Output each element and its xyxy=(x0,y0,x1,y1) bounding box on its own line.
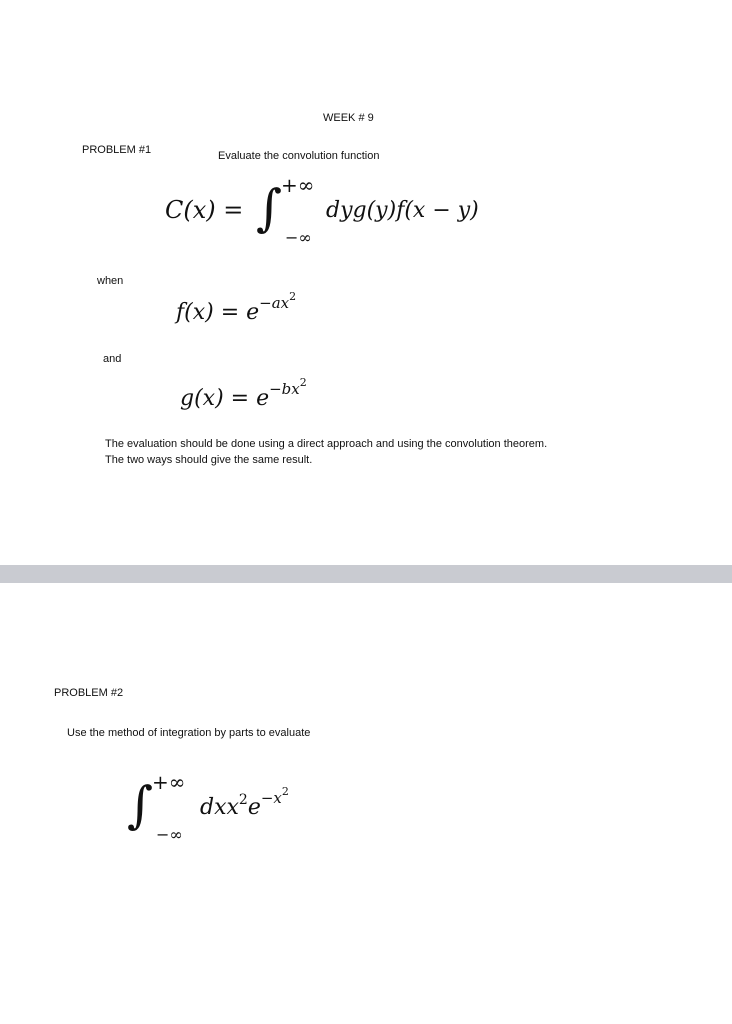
integral-sign-2: ∫ xyxy=(127,776,154,834)
problem-2-label: PROBLEM #2 xyxy=(54,687,124,699)
page-divider xyxy=(0,565,732,583)
note-line-2: The two ways should give the same result. xyxy=(105,454,313,466)
equation-f-lhs: f(x) = e xyxy=(176,300,260,325)
week-heading: WEEK # 9 xyxy=(323,112,374,124)
equation-c-integrand: dyg(y)f(x − y) xyxy=(326,198,479,223)
lower-limit: −∞ xyxy=(285,228,312,247)
upper-limit: +∞ xyxy=(281,173,315,197)
equation-f-exponent-power: 2 xyxy=(289,290,297,303)
lower-limit-2: −∞ xyxy=(156,825,183,844)
upper-limit-2: +∞ xyxy=(152,770,186,794)
integral-sign: ∫ xyxy=(256,179,283,237)
integrand-exponent-power: 2 xyxy=(281,785,289,798)
equation-f xyxy=(176,290,297,325)
integrand-2 xyxy=(200,785,289,820)
problem-2-instruction: Use the method of integration by parts to evaluate xyxy=(67,727,311,739)
integrand-e: e xyxy=(247,795,261,820)
problem-1-label: PROBLEM #1 xyxy=(82,144,152,156)
when-label: when xyxy=(97,275,124,287)
integrand-base: dxx xyxy=(200,795,239,820)
equation-g-lhs: g(x) = e xyxy=(180,386,270,411)
equation-f-exponent: −ax xyxy=(259,294,290,312)
integrand-exponent: −x xyxy=(260,789,282,807)
equation-g-exponent-power: 2 xyxy=(299,376,307,389)
page-2 xyxy=(0,583,732,1024)
equation-g xyxy=(180,376,307,411)
equation-c-lhs: C(x) = xyxy=(165,196,244,224)
integrand-power: 2 xyxy=(238,792,248,808)
note-line-1: The evaluation should be done using a direct approach and using the convolution theorem. xyxy=(105,438,548,450)
and-label: and xyxy=(103,353,122,365)
equation-g-exponent: −bx xyxy=(269,380,300,398)
problem-1-instruction: Evaluate the convolution function xyxy=(218,150,380,162)
